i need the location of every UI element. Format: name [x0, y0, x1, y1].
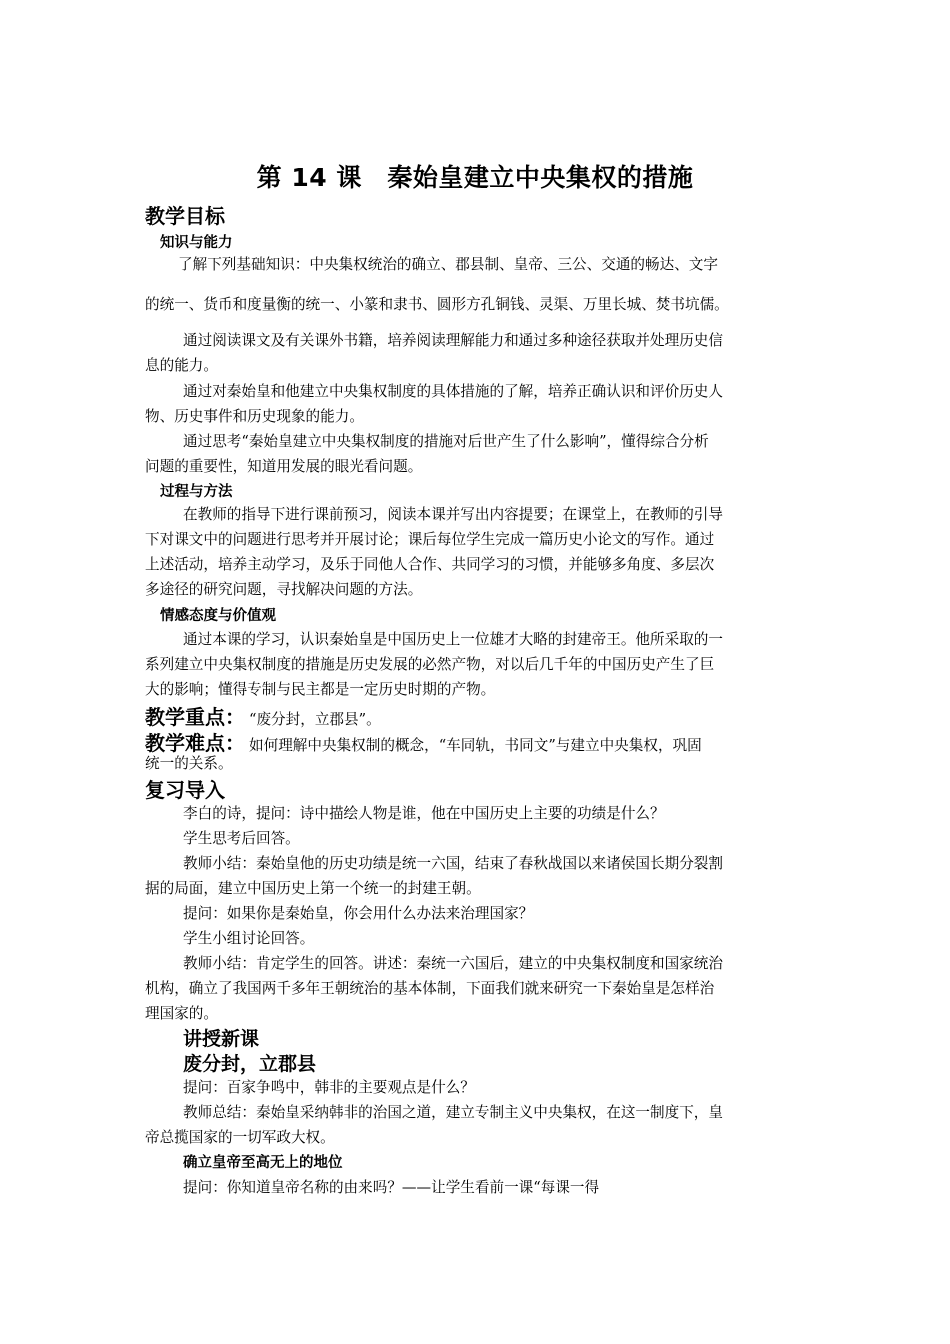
heading-key-point: 教学重点：	[145, 705, 245, 729]
paragraph-line: 学生小组讨论回答。	[183, 930, 315, 947]
heading-new-lesson: 讲授新课	[183, 1028, 260, 1050]
paragraph-line: 通过对秦始皇和他建立中央集权制度的具体措施的了解，培养正确认识和评价历史人	[183, 383, 723, 400]
page-title: 第 14 课 秦始皇建立中央集权的措施	[256, 163, 694, 192]
paragraph-line: 理国家的。	[145, 1005, 218, 1022]
difficulty-text: 如何理解中央集权制的概念，“车同轨，书同文”与建立中央集权，巩固	[249, 737, 702, 754]
paragraph-line: 通过阅读课文及有关课外书籍，培养阅读理解能力和通过多种途径获取并处理历史信	[183, 332, 723, 349]
heading-teaching-goals: 教学目标	[145, 204, 225, 228]
paragraph-line: 统一的关系。	[145, 755, 233, 772]
paragraph-line: 多途径的研究问题，寻找解决问题的方法。	[145, 581, 423, 598]
subheading-knowledge: 知识与能力	[160, 235, 233, 251]
subheading-emotion: 情感态度与价值观	[160, 608, 276, 624]
paragraph-line: 系列建立中央集权制度的措施是历史发展的必然产物，对以后几千年的中国历史产生了巨	[145, 656, 715, 673]
paragraph-line: 在教师的指导下进行课前预习，阅读本课并写出内容提要；在课堂上，在教师的引导	[183, 506, 723, 523]
paragraph-line: 物、历史事件和历史现象的能力。	[145, 408, 364, 425]
paragraph-line: 帝总揽国家的一切军政大权。	[145, 1129, 335, 1146]
heading-review: 复习导入	[145, 778, 225, 802]
paragraph-line: 的统一、货币和度量衡的统一、小篆和隶书、圆形方孔铜钱、灵渠、万里长城、焚书坑儒。	[145, 296, 729, 313]
key-point-text: “废分封，立郡县”。	[249, 711, 381, 728]
paragraph-line: 下对课文中的问题进行思考并开展讨论；课后每位学生完成一篇历史小论文的写作。通过	[145, 531, 715, 548]
paragraph-line: 大的影响；懂得专制与民主都是一定历史时期的产物。	[145, 681, 496, 698]
subheading-process: 过程与方法	[160, 484, 233, 500]
paragraph-line: 了解下列基础知识：中央集权统治的确立、郡县制、皇帝、三公、交通的畅达、文字	[178, 256, 718, 273]
paragraph-line: 学生思考后回答。	[183, 830, 300, 847]
heading-difficulty: 教学难点：	[145, 731, 245, 755]
paragraph-line: 通过思考“秦始皇建立中央集权制度的措施对后世产生了什么影响”，懂得综合分析	[183, 433, 709, 450]
paragraph-line: 提问：你知道皇帝名称的由来吗？——让学生看前一课“每课一得	[183, 1179, 600, 1196]
key-point-line	[145, 701, 381, 730]
paragraph-line: 据的局面，建立中国历史上第一个统一的封建王朝。	[145, 880, 481, 897]
paragraph-line: 上述活动，培养主动学习，及乐于同他人合作、共同学习的习惯，并能够多角度、多层次	[145, 556, 715, 573]
paragraph-line: 教师小结：肯定学生的回答。讲述：秦统一六国后，建立的中央集权制度和国家统治	[183, 955, 723, 972]
subheading-emperor: 确立皇帝至高无上的地位	[183, 1155, 343, 1171]
heading-abolish-fiefdoms: 废分封，立郡县	[183, 1053, 317, 1075]
paragraph-line: 提问：百家争鸣中，韩非的主要观点是什么？	[183, 1079, 475, 1096]
paragraph-line: 教师小结：秦始皇他的历史功绩是统一六国，结束了春秋战国以来诸侯国长期分裂割	[183, 855, 723, 872]
paragraph-line: 机构，确立了我国两千多年王朝统治的基本体制，下面我们就来研究一下秦始皇是怎样治	[145, 980, 715, 997]
paragraph-line: 教师总结：秦始皇采纳韩非的治国之道，建立专制主义中央集权，在这一制度下，皇	[183, 1104, 723, 1121]
paragraph-line: 提问：如果你是秦始皇，你会用什么办法来治理国家？	[183, 905, 534, 922]
paragraph-line: 通过本课的学习，认识秦始皇是中国历史上一位雄才大略的封建帝王。他所采取的一	[183, 631, 723, 648]
paragraph-line: 李白的诗，提问：诗中描绘人物是谁，他在中国历史上主要的功绩是什么？	[183, 805, 665, 822]
paragraph-line: 问题的重要性，知道用发展的眼光看问题。	[145, 458, 423, 475]
paragraph-line: 息的能力。	[145, 357, 218, 374]
